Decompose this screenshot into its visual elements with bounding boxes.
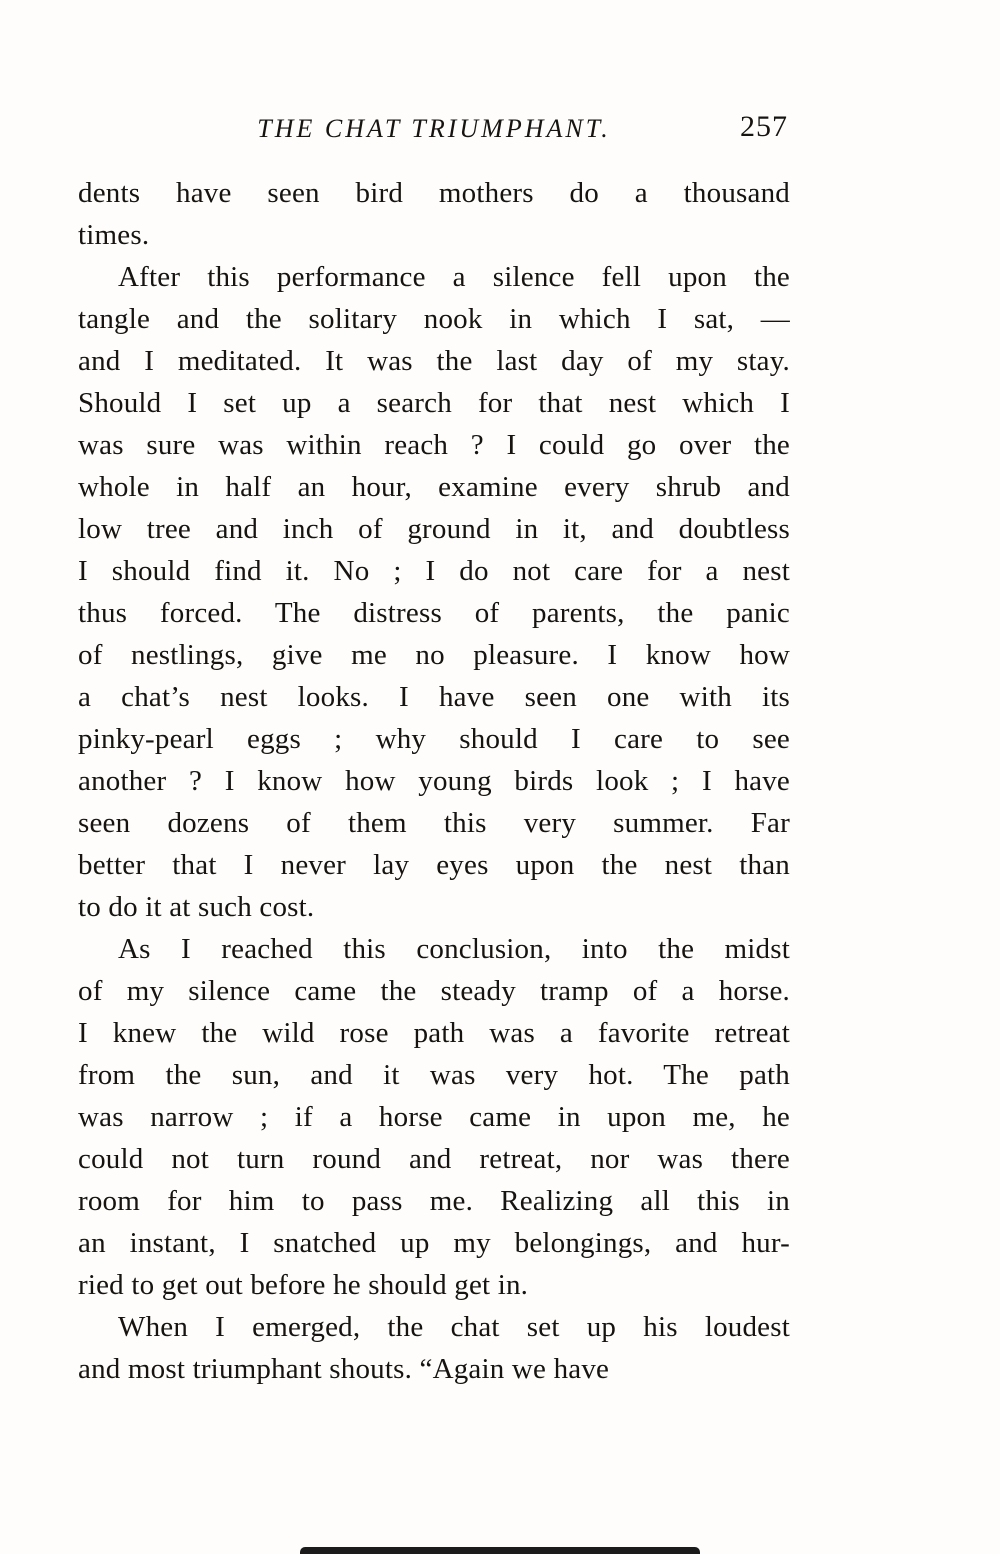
running-header-title: THE CHAT TRIUMPHANT. [257, 114, 611, 143]
text-line: thus forced. The distress of parents, the panic [78, 597, 790, 629]
text-line: an instant, I snatched up my belongings, and hur- [78, 1227, 790, 1259]
text-line: of my silence came the steady tramp of a horse. [78, 975, 790, 1007]
paragraph [78, 256, 790, 928]
text-line: As I reached this conclusion, into the midst [118, 933, 790, 965]
text-line: pinky-pearl eggs ; why should I care to see [78, 723, 790, 755]
text-line: I should find it. No ; I do not care for a nest [78, 555, 790, 587]
paragraph [78, 1306, 790, 1390]
text-line: and most triumphant shouts. “Again we have [78, 1353, 610, 1385]
text-line: of nestlings, give me no pleasure. I know how [78, 639, 790, 671]
text-line: and I meditated. It was the last day of my stay. [78, 345, 790, 377]
text-line: tangle and the solitary nook in which I sat, — [78, 303, 790, 335]
page-content [78, 110, 790, 1390]
text-line: times. [78, 219, 150, 251]
text-line: After this performance a silence fell upon the [118, 261, 790, 293]
text-line: seen dozens of them this very summer. Far [78, 807, 790, 839]
paragraph [78, 172, 790, 256]
text-line: could not turn round and retreat, nor was there [78, 1143, 790, 1175]
paragraph [78, 928, 790, 1306]
text-line: a chat’s nest looks. I have seen one with its [78, 681, 790, 713]
text-line: ried to get out before he should get in. [78, 1269, 529, 1301]
text-line: Should I set up a search for that nest which I [78, 387, 790, 419]
text-line: I knew the wild rose path was a favorite retreat [78, 1017, 790, 1049]
text-line: dents have seen bird mothers do a thousand [78, 177, 790, 209]
text-line: to do it at such cost. [78, 891, 315, 923]
text-line: better that I never lay eyes upon the nest than [78, 849, 790, 881]
text-line: was narrow ; if a horse came in upon me, he [78, 1101, 790, 1133]
running-header [78, 110, 790, 154]
page-number: 257 [740, 110, 788, 143]
text-line: from the sun, and it was very hot. The path [78, 1059, 790, 1091]
page-body [78, 172, 790, 1390]
text-line: When I emerged, the chat set up his loudest [118, 1311, 790, 1343]
scan-edge-artifact [300, 1547, 700, 1554]
text-line: another ? I know how young birds look ; I have [78, 765, 790, 797]
text-line: whole in half an hour, examine every shrub and [78, 471, 790, 503]
text-line: room for him to pass me. Realizing all this in [78, 1185, 790, 1217]
text-line: low tree and inch of ground in it, and doubtless [78, 513, 790, 545]
text-line: was sure was within reach ? I could go over the [78, 429, 790, 461]
